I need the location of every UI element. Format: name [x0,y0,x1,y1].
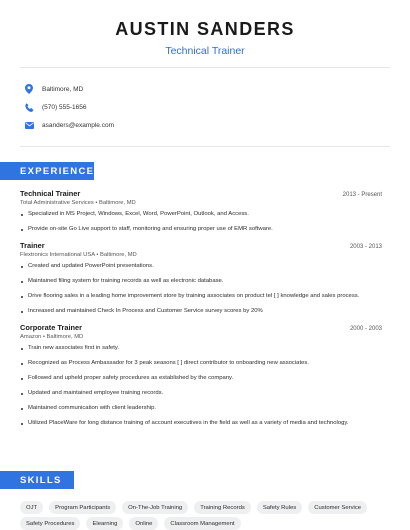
job-bullet: Provide on-site Go Live support to staff, monitoring and ensuring proper use of EMR software. [20,226,382,233]
job-entry [20,241,382,315]
skill-chip: Safety Rules [257,501,302,514]
experience-list [20,189,382,435]
resume-header [0,0,410,57]
job-bullet: Drive flooring sales in a leading home improvement store by training associates on product tel [ ] knowledge and sales process. [20,293,382,300]
job-title: Corporate Trainer [20,323,83,332]
job-bullet: Specialized in MS Project, Windows, Excel, Word, PowerPoint, Outlook, and Access. [20,211,382,218]
job-entry [20,323,382,427]
job-dates: 2013 - Present [342,192,382,198]
header-divider [20,67,390,68]
skill-chip: On-The-Job Training [122,501,188,514]
job-company: Total Administrative Services • Baltimore, MD [20,200,136,206]
job-dates: 2003 - 2013 [349,244,382,250]
job-dates: 2000 - 2003 [349,326,382,332]
skills-list [20,501,395,530]
contact-email [20,116,390,134]
job-bullet: Updated and maintained employee training records. [20,390,382,397]
job-bullet: Maintained filing system for training records as well as electronic database. [20,278,382,285]
contact-divider [20,146,390,147]
skill-chip: Customer Service [308,501,367,514]
job-bullet: Utilized PlaceWare for long distance training of account executives in the field as well as a variety of media and technology. [20,420,382,427]
candidate-name: AUSTIN SANDERS [115,19,295,39]
job-bullet: Train new associates first in safety. [20,345,382,352]
candidate-role: Technical Trainer [165,45,245,57]
location-pin-icon [22,82,36,96]
skill-chip: Program Participants [49,501,116,514]
skill-chip: Classroom Management [164,517,240,530]
contact-list [20,80,390,134]
job-bullet: Recognized as Process Ambassador for 3 peak seasons [ ] direct contributor to onboarding new associates. [20,360,382,367]
contact-location-text: Baltimore, MD [42,85,84,93]
job-company: Flextronics International USA • Baltimore, MD [20,252,137,258]
job-bullet: Maintained communication with client leadership. [20,405,382,412]
job-title: Technical Trainer [20,189,81,198]
contact-location [20,80,390,98]
job-bullet: Followed and upheld proper safety procedures as established by the company. [20,375,382,382]
skill-chip: Elearning [86,517,123,530]
job-title: Trainer [20,241,45,250]
contact-phone-text: (570) 555-1656 [42,103,87,111]
job-bullet: Increased and maintained Check In Process and Customer Service survey scores by 20% [20,308,382,315]
skills-heading: SKILLS [0,471,74,489]
job-entry [20,189,382,233]
phone-icon [22,100,36,114]
contact-email-text[interactable]: asanders@example.com [42,121,114,129]
skill-chip: Training Records [194,501,251,514]
skill-chip: OJT [20,501,43,514]
job-company: Amazon • Baltimore, MD [20,334,84,340]
email-icon [22,118,36,132]
job-bullet: Created and updated PowerPoint presentations. [20,263,382,270]
skill-chip: Safety Procedures [20,517,80,530]
skill-chip: Online [129,517,158,530]
experience-heading: EXPERIENCE [0,162,94,180]
contact-phone [20,98,390,116]
